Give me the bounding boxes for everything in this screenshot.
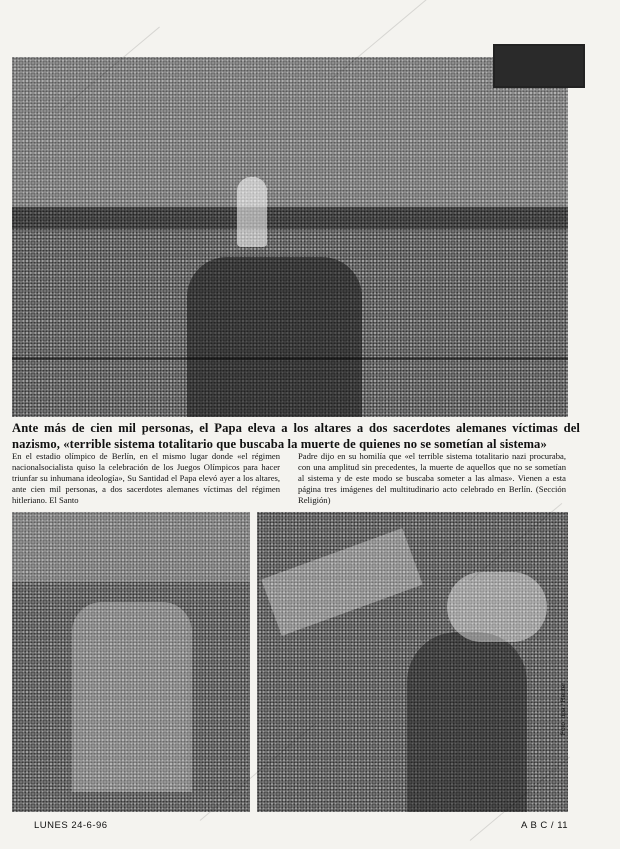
section-tag (493, 44, 585, 88)
body-text-right: Padre dijo en su homilía que «el terrible sistema totalitario nazi procuraba, con una amplitud sin precedentes, la muerte de aquellos que no se sometían al sistema y de este modo se buscaba someter a las almas». Vienen a esta página tres imágenes del multitudinario acto celebrado en Berlín. (Sección Religión) (298, 451, 566, 505)
footer-date: LUNES 24-6-96 (34, 820, 108, 831)
raised-hands (261, 528, 422, 636)
foreground-figure (407, 632, 527, 812)
bottom-right-photo (257, 512, 568, 812)
pope-figure (187, 257, 362, 417)
body-text-left: En el estadio olímpico de Berlín, en el mismo lugar donde «el régimen nacionalsocialista quiso la celebración de los Juegos Olímpicos para hacer triunfar su inhumana ideología», Su Santidad el Papa elevó ayer a los altares, ante cien mil personas, a dos sacerdotes alemanes víctimas del régimen hitleriano. El Santo (12, 451, 280, 505)
footer-page: A B C / 11 (521, 820, 569, 831)
crowd-top (12, 512, 250, 582)
figures-center (72, 602, 192, 792)
main-photo (12, 57, 568, 417)
railing (12, 357, 568, 360)
light-figure (447, 572, 547, 642)
mitre-shape (237, 177, 267, 247)
photo-credit: Foto: dpa / Reuter (560, 682, 567, 735)
stadium-band (12, 207, 568, 229)
headline: Ante más de cien mil personas, el Papa eleva a los altares a dos sacerdotes alemanes víctimas del nazismo, «terrible sistema totalitario que buscaba la muerte de quienes no se sometían al sistema» (12, 421, 580, 451)
bottom-left-photo (12, 512, 250, 812)
